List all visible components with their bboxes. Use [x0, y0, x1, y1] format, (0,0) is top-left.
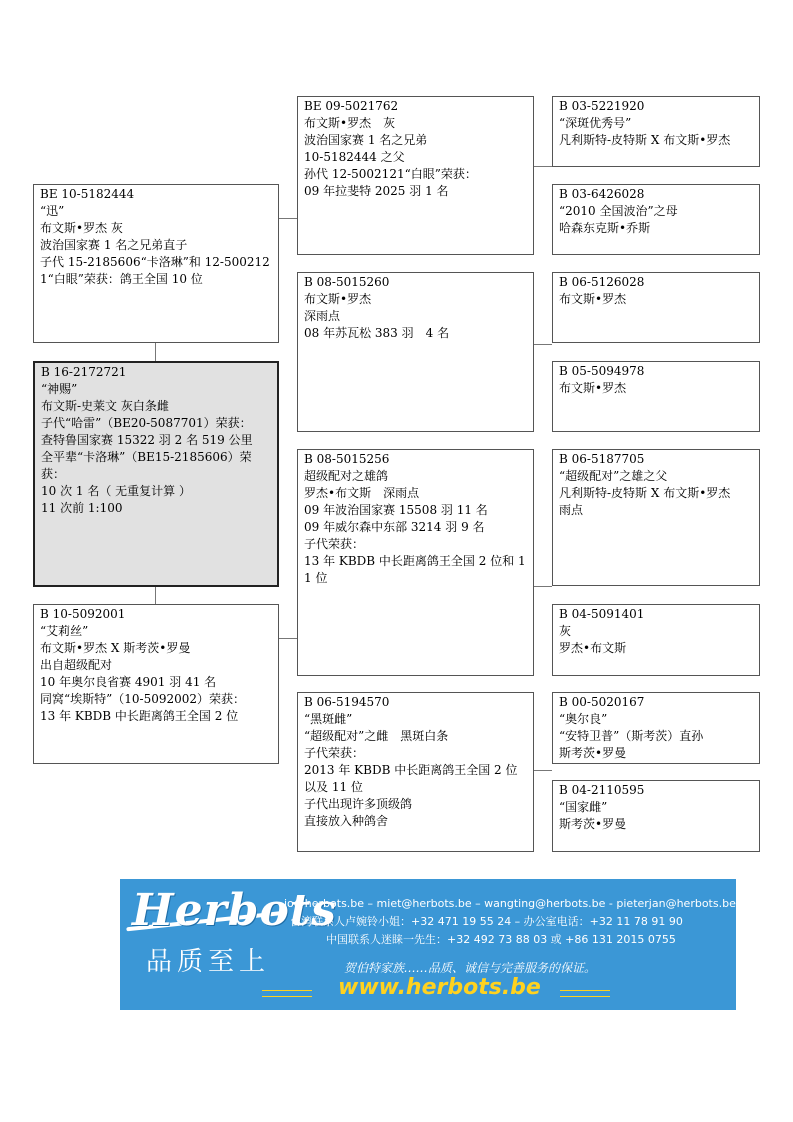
- ring-number: B 06-5187705: [559, 452, 645, 466]
- pedigree-line: 子代荣获：: [304, 746, 365, 760]
- pedigree-line: 孙代 12-5002121“白眼”荣获：: [304, 167, 477, 181]
- connector-subject-sire: [155, 343, 156, 361]
- pedigree-line: 波治国家赛 1 名之兄弟直子: [40, 238, 188, 252]
- decor-line-right: [560, 990, 610, 997]
- pedigree-line: 查特鲁国家赛 15322 羽 2 名 519 公里: [41, 433, 253, 447]
- pedigree-line: “迅”: [40, 204, 65, 218]
- pedigree-line: 2013 年 KBDB 中长距离鸽王全国 2 位以及 11 位: [304, 763, 518, 794]
- connector-dam-dam: [533, 770, 552, 771]
- pedigree-line: 09 年威尔森中东部 3214 羽 9 名: [304, 520, 485, 534]
- herbots-logo: Herbots: [132, 885, 337, 936]
- ring-number: B 04-2110595: [559, 783, 645, 797]
- pedigree-line: 10-5182444 之父: [304, 150, 405, 164]
- pedigree-line: 同窝“埃斯特”（10-5092002）荣获：: [40, 692, 246, 706]
- pedigree-line: 波治国家赛 1 名之兄弟: [304, 133, 428, 147]
- pedigree-line: 出自超级配对: [40, 658, 113, 672]
- dd-sire-box: [552, 692, 760, 764]
- pedigree-line: 斯考茨•罗曼: [559, 746, 627, 760]
- pedigree-line: 子代“哈雷”（BE20-5087701）荣获：: [41, 416, 252, 430]
- pedigree-line: 10 年奥尔良省赛 4901 羽 41 名: [40, 675, 217, 689]
- ring-number: B 08-5015260: [304, 275, 390, 289]
- ss-sire-box: [552, 96, 760, 167]
- sire-box: [33, 184, 279, 343]
- pedigree-line: 布文斯•罗杰: [559, 381, 627, 395]
- pedigree-line: “神赐”: [41, 382, 78, 396]
- banner-slogan: 品质至上: [146, 947, 271, 977]
- pedigree-line: “安特卫普”（斯考茨）直孙: [559, 729, 704, 743]
- pedigree-line: 斯考茨•罗曼: [559, 817, 627, 831]
- ring-number: B 10-5092001: [40, 607, 126, 621]
- pedigree-line: “深斑优秀号”: [559, 116, 632, 130]
- pedigree-line: 09 年波治国家赛 15508 羽 11 名: [304, 503, 488, 517]
- ring-number: B 04-5091401: [559, 607, 645, 621]
- banner-emails[interactable]: jo@herbots.be – miet@herbots.be – wangting@herbots.be - pieterjan@herbots.be: [284, 897, 736, 910]
- pedigree-line: 哈森东克斯•乔斯: [559, 221, 651, 235]
- ring-number: BE 09-5021762: [304, 99, 399, 113]
- pedigree-line: 直接放入种鸽舍: [304, 814, 389, 828]
- pedigree-line: 10 次 1 名（ 无重复计算 ）: [41, 484, 191, 498]
- pedigree-line: 08 年苏瓦松 383 羽 4 名: [304, 326, 450, 340]
- pedigree-line: 雨点: [559, 503, 584, 517]
- ring-number: B 06-5194570: [304, 695, 390, 709]
- pedigree-line: 罗杰•布文斯: [559, 641, 627, 655]
- subject-box: [33, 361, 279, 587]
- sire-sire-box: [297, 96, 534, 255]
- sd-sire-box: [552, 272, 760, 343]
- dam-box: [33, 604, 279, 764]
- ring-number: B 16-2172721: [41, 365, 127, 379]
- pedigree-line: 子代出现许多顶级鸽: [304, 797, 413, 811]
- pedigree-line: 布文斯-史莱文 灰白条雌: [41, 399, 169, 413]
- banner-contact-tw: 台湾联系人卢婉铃小姐：+32 471 19 55 24 – 办公室电话：+32 11 78 91 90: [290, 915, 683, 928]
- pedigree-line: “黑斑雌”: [304, 712, 353, 726]
- pedigree-line: 超级配对之雄鸽: [304, 469, 389, 483]
- ds-sire-box: [552, 449, 760, 586]
- connector-sire: [278, 218, 297, 219]
- ring-number: B 06-5126028: [559, 275, 645, 289]
- ring-number: B 03-6426028: [559, 187, 645, 201]
- herbots-banner: [120, 879, 736, 1010]
- dam-sire-box: [297, 449, 534, 676]
- pedigree-line: 布文斯•罗杰: [559, 292, 627, 306]
- dam-dam-box: [297, 692, 534, 852]
- connector-sire-dam: [533, 344, 552, 345]
- pedigree-line: 09 年拉斐特 2025 羽 1 名: [304, 184, 449, 198]
- pedigree-line: 子代 15-2185606“卡洛琳”和 12-5002121“白眼”荣获：鸽王全国 10 位: [40, 255, 270, 286]
- sd-dam-box: [552, 361, 760, 432]
- pedigree-line: 11 次前 1:100: [41, 501, 123, 515]
- connector-dam-sire: [533, 586, 552, 587]
- pedigree-line: “国家雌”: [559, 800, 608, 814]
- pedigree-line: 凡利斯特-皮特斯 X 布文斯•罗杰: [559, 133, 731, 147]
- ss-dam-box: [552, 184, 760, 255]
- pedigree-line: 13 年 KBDB 中长距离鸽王全国 2 位和 11 位: [304, 554, 526, 585]
- pedigree-line: “艾莉丝”: [40, 624, 89, 638]
- ring-number: B 05-5094978: [559, 364, 645, 378]
- ring-number: BE 10-5182444: [40, 187, 135, 201]
- connector-subject-dam: [155, 586, 156, 604]
- pedigree-line: “奥尔良”: [559, 712, 608, 726]
- pedigree-line: 布文斯•罗杰: [304, 292, 372, 306]
- pedigree-line: “超级配对”之雄之父: [559, 469, 668, 483]
- ring-number: B 03-5221920: [559, 99, 645, 113]
- pedigree-line: 布文斯•罗杰 灰: [40, 221, 123, 235]
- connector-dam: [278, 638, 297, 639]
- pedigree-line: 凡利斯特-皮特斯 X 布文斯•罗杰: [559, 486, 731, 500]
- sire-dam-box: [297, 272, 534, 432]
- pedigree-line: 13 年 KBDB 中长距离鸽王全国 2 位: [40, 709, 239, 723]
- ds-dam-box: [552, 604, 760, 676]
- decor-line-left: [262, 990, 312, 997]
- pedigree-line: 全平辈“卡洛琳”（BE15-2185606）荣获：: [41, 450, 252, 481]
- pedigree-line: 灰: [559, 624, 572, 638]
- banner-motto: 贺伯特家族……品质、诚信与完善服务的保证。: [344, 961, 597, 975]
- pedigree-line: “超级配对”之雌 黑斑白条: [304, 729, 449, 743]
- ring-number: B 08-5015256: [304, 452, 390, 466]
- banner-contact-cn: 中国联系人迷睐一先生：+32 492 73 88 03 或 +86 131 2015 0755: [326, 933, 676, 946]
- dd-dam-box: [552, 780, 760, 852]
- connector-sire-sire: [533, 166, 552, 167]
- pedigree-line: 布文斯•罗杰 X 斯考茨•罗曼: [40, 641, 191, 655]
- pedigree-line: 深雨点: [304, 309, 341, 323]
- banner-url-link[interactable]: www.herbots.be: [338, 975, 541, 1000]
- ring-number: B 00-5020167: [559, 695, 645, 709]
- pedigree-line: 罗杰•布文斯 深雨点: [304, 486, 420, 500]
- pedigree-line: 布文斯•罗杰 灰: [304, 116, 396, 130]
- pedigree-line: “2010 全国波治”之母: [559, 204, 678, 218]
- pedigree-line: 子代荣获：: [304, 537, 365, 551]
